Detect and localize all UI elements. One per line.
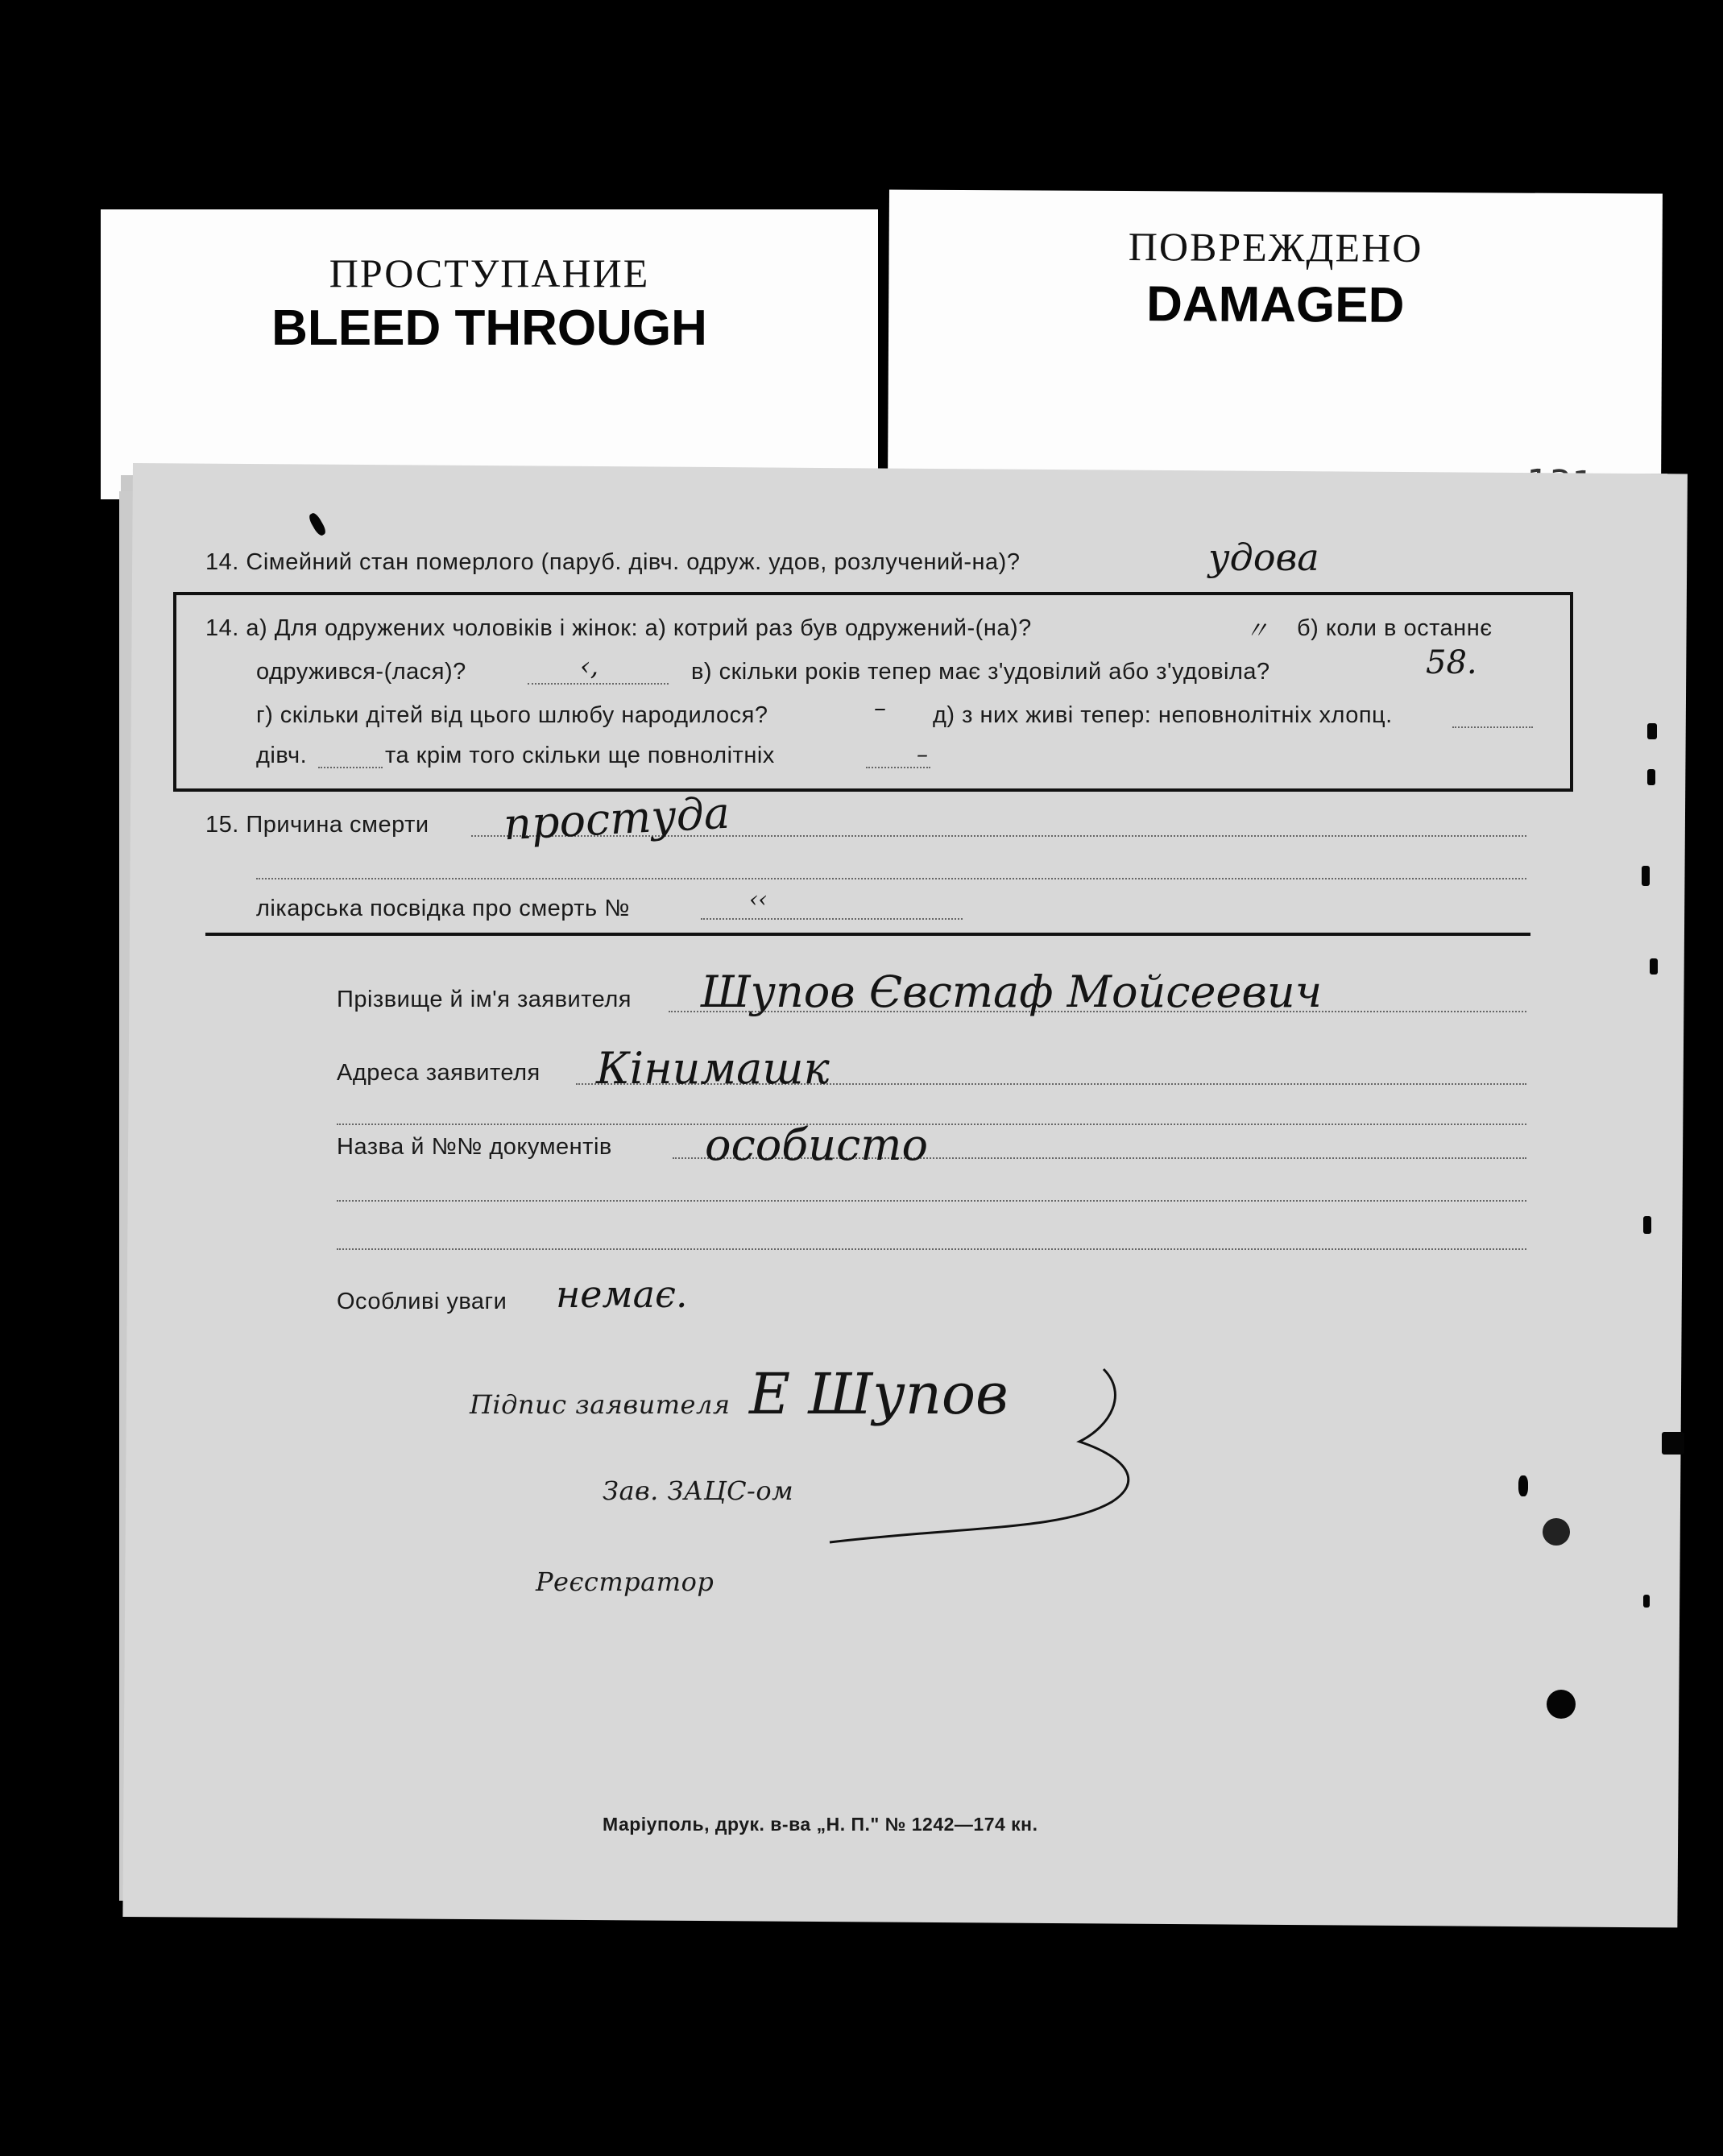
q14a-line2-answer: ‹, xyxy=(580,651,598,681)
q14a-line2-dots xyxy=(528,683,669,685)
signature-label: Підпис заявителя xyxy=(470,1389,731,1420)
medical-dots xyxy=(701,918,963,920)
q14a-line4-answer: – xyxy=(917,741,928,768)
signature-flourish xyxy=(806,1361,1176,1546)
applicant-signature: Е Шупов xyxy=(749,1361,1009,1427)
documents-answer: особисто xyxy=(705,1119,928,1170)
damage-mark xyxy=(1647,723,1657,739)
printer-imprint: Маріуполь, друк. в-ва „Н. П." № 1242—174 кн. xyxy=(603,1814,1038,1835)
q14a-line1-b: б) коли в останнє xyxy=(1297,615,1493,641)
damage-mark xyxy=(1662,1432,1684,1455)
applicant-name-label: Прізвище й ім'я заявителя xyxy=(337,987,632,1012)
applicant-address-answer: Кінимашк xyxy=(596,1043,830,1094)
damage-mark xyxy=(1647,769,1655,785)
punch-hole xyxy=(1547,1690,1576,1719)
documents-dots-2 xyxy=(337,1200,1526,1202)
q14-answer: удова xyxy=(1208,536,1319,579)
bleed-through-ru: ПРОСТУПАНИЕ xyxy=(329,250,650,296)
damaged-en: DAMAGED xyxy=(1145,276,1405,333)
head-label: Зав. ЗАЦС-ом xyxy=(603,1475,794,1506)
registrar-label: Реєстратор xyxy=(536,1566,714,1597)
punch-hole xyxy=(1518,1475,1528,1496)
damage-mark xyxy=(1650,958,1658,975)
bleed-through-card xyxy=(101,209,878,499)
q14a-line1-answer: 〃 xyxy=(1245,617,1269,645)
section-divider xyxy=(205,933,1530,936)
q14a-line4-dots-1 xyxy=(318,767,383,768)
q15-answer: простуда xyxy=(502,787,731,850)
damaged-card xyxy=(888,189,1663,491)
q15-dots-2 xyxy=(256,878,1526,879)
applicant-address-label: Адреса заявителя xyxy=(337,1060,541,1086)
q14a-line1: 14. а) Для одружених чоловіків і жінок: а) котрий раз був одружений-(на)? xyxy=(205,615,1032,641)
damage-mark xyxy=(1643,1216,1651,1234)
bleed-through-en: BLEED THROUGH xyxy=(271,300,707,356)
q15-label: 15. Причина смерти xyxy=(205,812,429,838)
remarks-label: Особливі уваги xyxy=(337,1289,507,1314)
applicant-address-dots-2 xyxy=(337,1124,1526,1125)
damage-mark xyxy=(1643,1595,1650,1608)
q14a-line3-answer: – xyxy=(874,694,886,722)
damage-mark xyxy=(1642,866,1650,886)
punch-hole xyxy=(1543,1518,1570,1546)
medical-label: лікарська посвідка про смерть № xyxy=(256,896,630,921)
q14a-line4-a: дівч. xyxy=(256,743,308,768)
q14a-line3-dots xyxy=(1452,726,1533,728)
medical-answer: ‹‹ xyxy=(749,886,768,912)
q14a-line4-b: та крім того скільки ще повнолітніх xyxy=(385,743,775,768)
q14a-line2-b-answer: 58. xyxy=(1426,644,1477,681)
damaged-ru: ПОВРЕЖДЕНО xyxy=(1128,224,1423,271)
applicant-name-answer: Шупов Євстаф Мойсеевич xyxy=(701,966,1323,1017)
q14-label: 14. Сімейний стан померлого (паруб. дівч. одруж. удов, розлучений-на)? xyxy=(205,549,1021,575)
remarks-answer: немає. xyxy=(556,1272,688,1316)
q14a-line2-a: одружився-(лася)? xyxy=(256,659,466,685)
documents-dots-3 xyxy=(337,1248,1526,1250)
documents-label: Назва й №№ документів xyxy=(337,1134,612,1160)
q14a-line3-b: д) з них живі тепер: неповнолітніх хлопц. xyxy=(933,702,1393,728)
q14a-line3-a: г) скільки дітей від цього шлюбу народилося? xyxy=(256,702,768,728)
q14a-line2-b: в) скільки років тепер має з'удовілий або з'удовіла? xyxy=(691,659,1270,685)
